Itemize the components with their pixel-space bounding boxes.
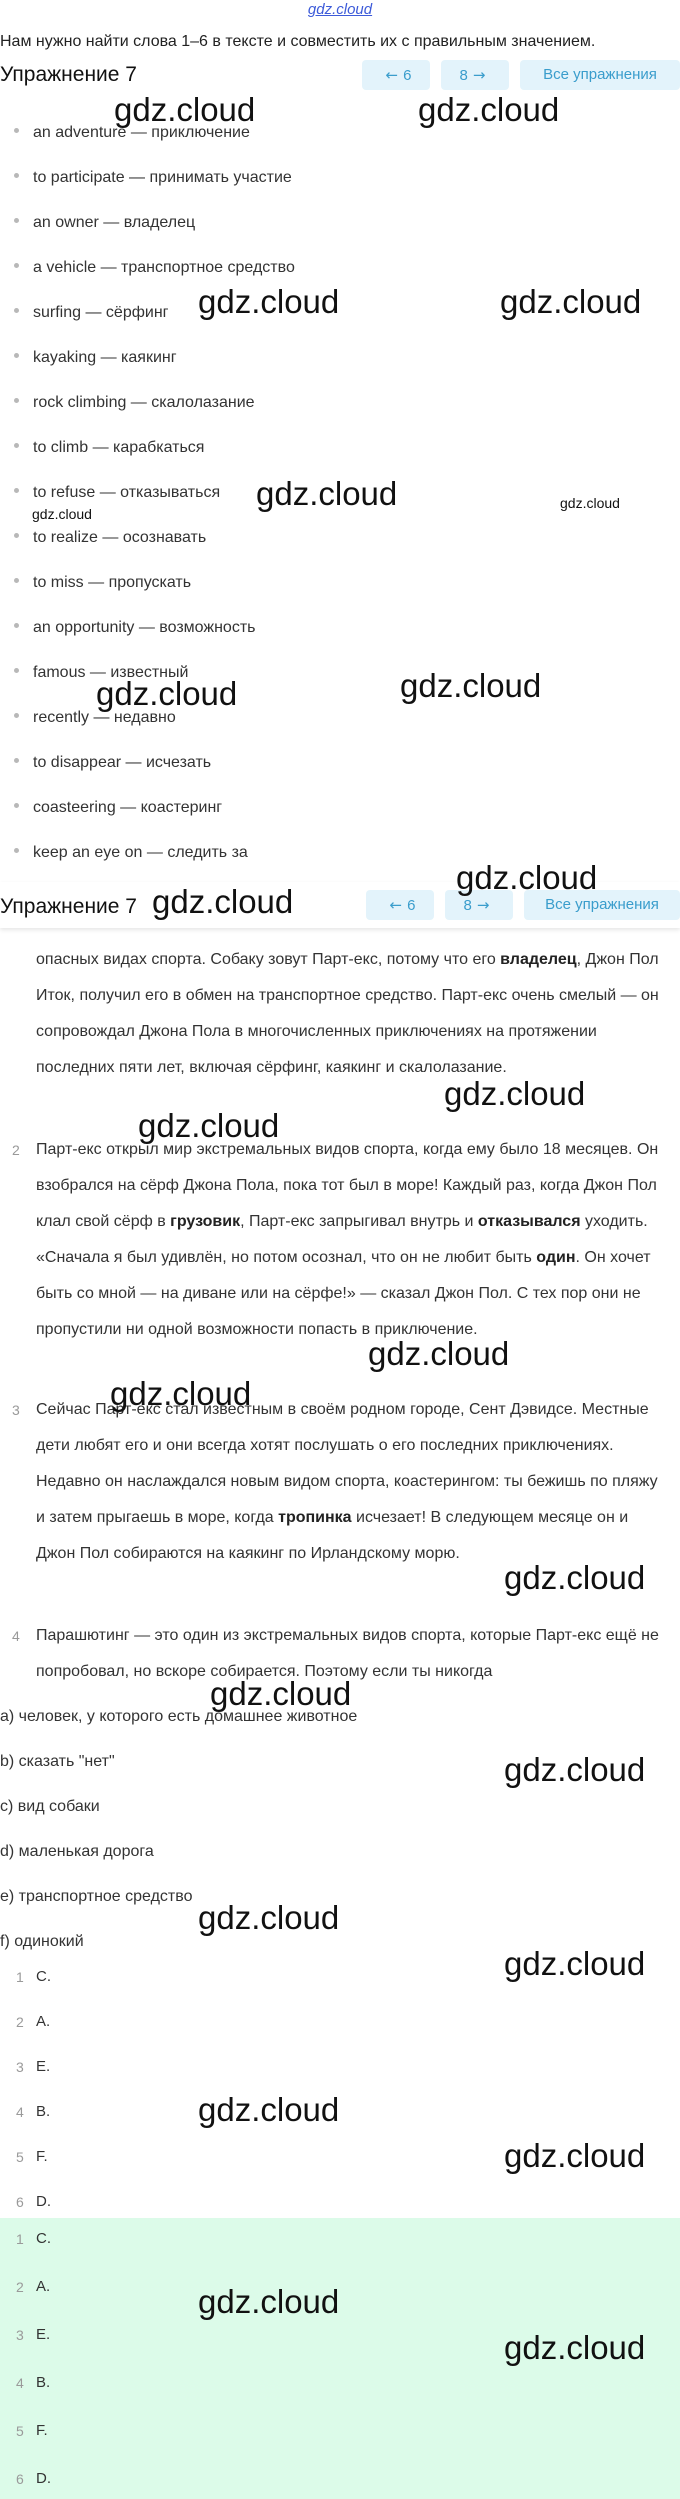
answer-value: F. <box>36 2148 48 2165</box>
arrow-left-icon: ← <box>385 66 399 84</box>
answer-value: C. <box>36 1968 51 1985</box>
exercise-title: Упражнение 7 <box>0 63 137 86</box>
bullet-icon <box>14 173 19 178</box>
text-paragraph: Сейчас Парт-екс стал известным в своём родном городе, Сент Дэвидсе. Местные дети любят его и они всегда хотят послушать о его последних приключениях. Недавно он наслаждался новым видом спорта, коастерингом: ты бежишь по пляжу и затем прыгаешь в море, когда тропинка исчезает! В следующем месяце он и Джон Пол собираются на каякинг по Ирландскому морю. <box>36 1401 658 1562</box>
list-item: an adventure — приключение <box>14 122 250 144</box>
all-exercises-button[interactable]: Все упражнения <box>524 890 680 920</box>
list-item: recently — недавно <box>14 707 176 729</box>
list-item: to realize — осознавать <box>14 527 206 549</box>
list-item: to refuse — отказываться <box>14 482 220 504</box>
bullet-icon <box>14 668 19 673</box>
answer-number: 4 <box>16 2104 24 2120</box>
list-item: to miss — пропускать <box>14 572 191 594</box>
list-item: rock climbing — скалолазание <box>14 392 255 414</box>
answer-value: A. <box>36 2278 51 2295</box>
bullet-icon <box>14 398 19 403</box>
prev-exercise-button[interactable]: ← 6 <box>366 890 434 920</box>
watermark: gdz.cloud <box>198 1899 340 1936</box>
bullet-icon <box>14 578 19 583</box>
answer-number: 4 <box>16 2375 24 2391</box>
bullet-icon <box>14 533 19 538</box>
bullet-icon <box>14 488 19 493</box>
paragraph-number: 2 <box>12 1142 20 1158</box>
answer-number: 6 <box>16 2471 24 2487</box>
task-intro: Нам нужно найти слова 1–6 в тексте и совместить их с правильным значением. <box>0 33 596 50</box>
definition-item: b) сказать "нет" <box>0 1753 115 1770</box>
watermark: gdz.cloud <box>504 1751 646 1788</box>
bullet-icon <box>14 758 19 763</box>
watermark: gdz.cloud <box>198 283 340 320</box>
definition-item: d) маленькая дорога <box>0 1843 154 1860</box>
list-item: keep an eye on — следить за <box>14 842 248 864</box>
answer-number: 5 <box>16 2423 24 2439</box>
list-item: coasteering — коастеринг <box>14 797 222 819</box>
list-item: to disappear — исчезать <box>14 752 211 774</box>
answer-value: B. <box>36 2103 51 2120</box>
watermark: gdz.cloud <box>368 1335 510 1372</box>
list-item: an owner — владелец <box>14 212 195 234</box>
bullet-icon <box>14 128 19 133</box>
arrow-right-icon: → <box>476 896 490 914</box>
watermark: gdz.cloud <box>504 1559 646 1596</box>
watermark: gdz.cloud <box>138 1107 280 1144</box>
watermark: gdz.cloud <box>210 1675 352 1712</box>
list-item: a vehicle — транспортное средство <box>14 257 295 279</box>
definition-item: f) одинокий <box>0 1933 84 1950</box>
arrow-left-icon: ← <box>389 896 403 914</box>
watermark: gdz.cloud <box>114 91 256 128</box>
answer-number: 5 <box>16 2149 24 2165</box>
site-logo[interactable]: gdz.cloud <box>307 1 373 18</box>
exercise-title: Упражнение 7 <box>0 895 137 918</box>
watermark: gdz.cloud <box>110 1375 252 1412</box>
watermark: gdz.cloud <box>500 283 642 320</box>
answer-value: D. <box>36 2193 51 2210</box>
watermark: gdz.cloud <box>504 1945 646 1982</box>
bullet-icon <box>14 803 19 808</box>
watermark: gdz.cloud <box>32 506 92 522</box>
answer-value: D. <box>36 2470 51 2487</box>
answer-value: E. <box>36 2326 51 2343</box>
watermark: gdz.cloud <box>96 675 238 712</box>
next-exercise-button[interactable]: 8 → <box>441 60 509 90</box>
watermark: gdz.cloud <box>198 2283 340 2320</box>
definition-item: c) вид собаки <box>0 1798 100 1815</box>
all-exercises-button[interactable]: Все упражнения <box>520 60 680 90</box>
watermark: gdz.cloud <box>198 2091 340 2128</box>
bullet-icon <box>14 263 19 268</box>
answer-value: A. <box>36 2013 51 2030</box>
bullet-icon <box>14 308 19 313</box>
paragraph-number: 3 <box>12 1402 20 1418</box>
answer-number: 6 <box>16 2194 24 2210</box>
answer-number: 2 <box>16 2014 24 2030</box>
answer-value: C. <box>36 2230 51 2247</box>
answer-value: E. <box>36 2058 51 2075</box>
answer-number: 3 <box>16 2327 24 2343</box>
watermark: gdz.cloud <box>400 667 542 704</box>
bullet-icon <box>14 848 19 853</box>
watermark: gdz.cloud <box>560 495 620 511</box>
exercise-nav-bar <box>0 52 680 98</box>
watermark: gdz.cloud <box>256 475 398 512</box>
definition-item: e) транспортное средство <box>0 1888 193 1905</box>
text-paragraph: Парашютинг — это один из экстремальных видов спорта, которые Парт-екс ещё не попробовал, но вскоре собирается. Поэтому если ты никогда <box>36 1627 659 1680</box>
list-item: an opportunity — возможность <box>14 617 256 639</box>
answer-value: B. <box>36 2374 51 2391</box>
watermark: gdz.cloud <box>504 2137 646 2174</box>
next-exercise-button[interactable]: 8 → <box>445 890 513 920</box>
answer-number: 1 <box>16 1969 24 1985</box>
definition-item: a) человек, у которого есть домашнее животное <box>0 1708 358 1725</box>
paragraph-number: 4 <box>12 1628 20 1644</box>
text-paragraph: опасных видах спорта. Собаку зовут Парт-екс, потому что его владелец, Джон Пол Иток, получил его в обмен на транспортное средство. Парт-екс очень смелый — он сопровождал Джона Пола в многочисленных приключениях на протяжении последних пяти лет, включая сёрфинг, каякинг и скалолазание. <box>36 951 659 1076</box>
watermark: gdz.cloud <box>152 883 294 920</box>
bullet-icon <box>14 443 19 448</box>
watermark: gdz.cloud <box>456 859 598 896</box>
bullet-icon <box>14 353 19 358</box>
list-item: surfing — сёрфинг <box>14 302 168 324</box>
list-item: famous — известный <box>14 662 188 684</box>
list-item: kayaking — каякинг <box>14 347 177 369</box>
list-item: to climb — карабкаться <box>14 437 204 459</box>
bullet-icon <box>14 218 19 223</box>
answer-number: 1 <box>16 2231 24 2247</box>
bullet-icon <box>14 713 19 718</box>
prev-exercise-button[interactable]: ← 6 <box>362 60 430 90</box>
text-paragraph: Парт-екс открыл мир экстремальных видов спорта, когда ему было 18 месяцев. Он взобрался на сёрф Джона Пола, пока тот был в море! Каждый раз, когда Джон Пол клал свой сёрф в грузовик, Парт-екс запрыгивал внутрь и отказывался уходить. «Сначала я был удивлён, но потом осознал, что он не любит быть один. Он хочет быть со мной — на диване или на сёрфе!» — сказал Джон Пол. С тех пор они не пропустили ни одной возможности попасть в приключение. <box>36 1141 659 1338</box>
answer-number: 3 <box>16 2059 24 2075</box>
bullet-icon <box>14 623 19 628</box>
arrow-right-icon: → <box>472 66 486 84</box>
watermark: gdz.cloud <box>418 91 560 128</box>
watermark: gdz.cloud <box>504 2329 646 2366</box>
answer-value: F. <box>36 2422 48 2439</box>
watermark: gdz.cloud <box>444 1075 586 1112</box>
answer-number: 2 <box>16 2279 24 2295</box>
list-item: to participate — принимать участие <box>14 167 292 189</box>
